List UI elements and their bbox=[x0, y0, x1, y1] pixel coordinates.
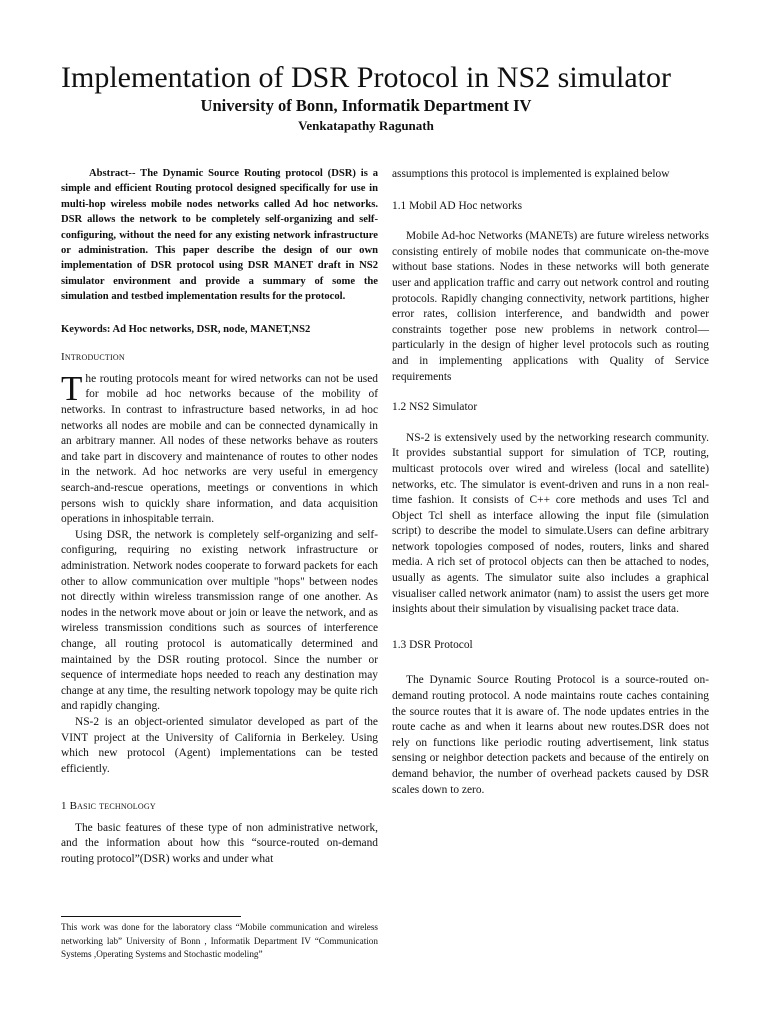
section-1-3-paragraph: The Dynamic Source Routing Protocol is a source-routed on-demand routing protocol. A node maintains route caches containing the source routes that it is aware of. The node updates entries in the route cache as and when it learns about new routes.DSR does not rely on functions like periodic routing advertisement, link status sensing or neighbor detection packets and because of the entirely on demand behavior, the number of overhead packets caused by DSR scales down to zero. bbox=[392, 674, 709, 796]
continuation-text: assumptions this protocol is implemented is explained below bbox=[392, 168, 670, 180]
section-heading-basic-technology: 1 Basic technology bbox=[61, 800, 156, 813]
footnote: This work was done for the laboratory class “Mobile communication and wireless networking lab” University of Bonn , Informatik Department IV “Communication Systems ,Operating Systems and Stochastic modeling” bbox=[61, 922, 378, 959]
intro-paragraph-1: The routing protocols meant for wired networks can not be used for mobile ad hoc networks because of the mobility of networks. In contrast to infrastructure based networks, in ad hoc networks all nodes are mobile and can be connected dynamically in an arbitrary manner. All nodes of these networks behave as routers and take part in discovery and maintenance of routes to other nodes in the network. Ad hoc networks are very useful in emergency search-and-rescue operations, meetings or conventions in which persons wish to quickly share information, and data acquisition operations in inhospitable terrain. bbox=[61, 368, 378, 526]
abstract: Abstract-- The Dynamic Source Routing protocol (DSR) is a simple and efficient Routing protocol designed specifically for use in multi-hop wireless mobile nodes networks called Ad hoc networks. DSR allows the network to be completely self-organizing and self-configuring, without the need for any existing network infrastructure or administration. This paper describe the design of our own implementation of DSR protocol using DSR MANET draft in NS2 simulator environment and provide a summary of some the simulation and testbed implementation results for the protocol. bbox=[61, 168, 378, 303]
intro-paragraph-3: NS-2 is an object-oriented simulator developed as part of the VINT project at the University of California in Berkeley. Using which new protocol (Agent) implementations can be tested efficiently. bbox=[61, 715, 378, 775]
right-column bbox=[392, 167, 709, 798]
section-heading-introduction: Introduction bbox=[61, 351, 125, 364]
section-1-2-paragraph: NS-2 is extensively used by the networking research community. It provides substantial support for simulation of TCP, routing, multicast protocols over wired and wireless (local and satellite) networks, etc. The simulator is event-driven and runs in a non real-time fashion. It consists of C++ core methods and uses Tcl and Object Tcl shell as interface allowing the input file (simulation script) to describe the model to simulate.Users can define arbitrary network topologies composed of nodes, routers, links and shared media. A rich set of protocol objects can then be attached to nodes, usually as agents. The simulator suite also includes a graphical visualiser called network animator (nam) to assist the users get more insights about their simulation by visualising packet trace data. bbox=[392, 431, 709, 616]
drop-cap: T bbox=[61, 368, 83, 408]
left-column bbox=[61, 166, 378, 868]
basic-paragraph-1: The basic features of these type of non administrative network, and the information about how this “source-routed on-demand routing protocol”(DSR) works and under what bbox=[61, 821, 378, 866]
intro-paragraph-2: Using DSR, the network is completely self-organizing and self-configuring, requiring no existing network infrastructure or administration. Network nodes cooperate to forward packets for each other to allow communication over multiple "hops" between nodes not directly within wireless transmission range of one another. As nodes in the network move about or join or leave the network, and as wireless transmission conditions such as sources of interference change, all routing protocol is automatically determined and maintained by the DSR routing protocol. Since the number or sequence of intermediate hops needed to reach any destination may change at any time, the resulting network topology may be quite rich and rapidly changing. bbox=[61, 528, 378, 713]
section-1-1-paragraph: Mobile Ad-hoc Networks (MANETs) are future wireless networks consisting entirely of mobile nodes that communicate on-the-move without base stations. Nodes in these networks will both generate user and application traffic and carry out network control and routing protocols. Rapidly changing connectivity, network partitions, higher error rates, collision interference, and bandwidth and power constraints together pose new problems in network control—particularly in the design of higher level protocols such as routing and in implementing applications with Quality of Service requirements bbox=[392, 230, 709, 383]
author-name: Venkatapathy Ragunath bbox=[298, 118, 434, 133]
section-heading-1-3: 1.3 DSR Protocol bbox=[392, 638, 473, 651]
section-heading-1-2: 1.2 NS2 Simulator bbox=[392, 401, 478, 414]
paper-title: Implementation of DSR Protocol in NS2 simulator bbox=[61, 61, 671, 94]
keywords: Keywords: Ad Hoc networks, DSR, node, MANET,NS2 bbox=[61, 323, 311, 335]
footnote-rule bbox=[61, 916, 241, 917]
affiliation: University of Bonn, Informatik Department IV bbox=[200, 96, 532, 115]
section-heading-1-1: 1.1 Mobil AD Hoc networks bbox=[392, 199, 523, 212]
